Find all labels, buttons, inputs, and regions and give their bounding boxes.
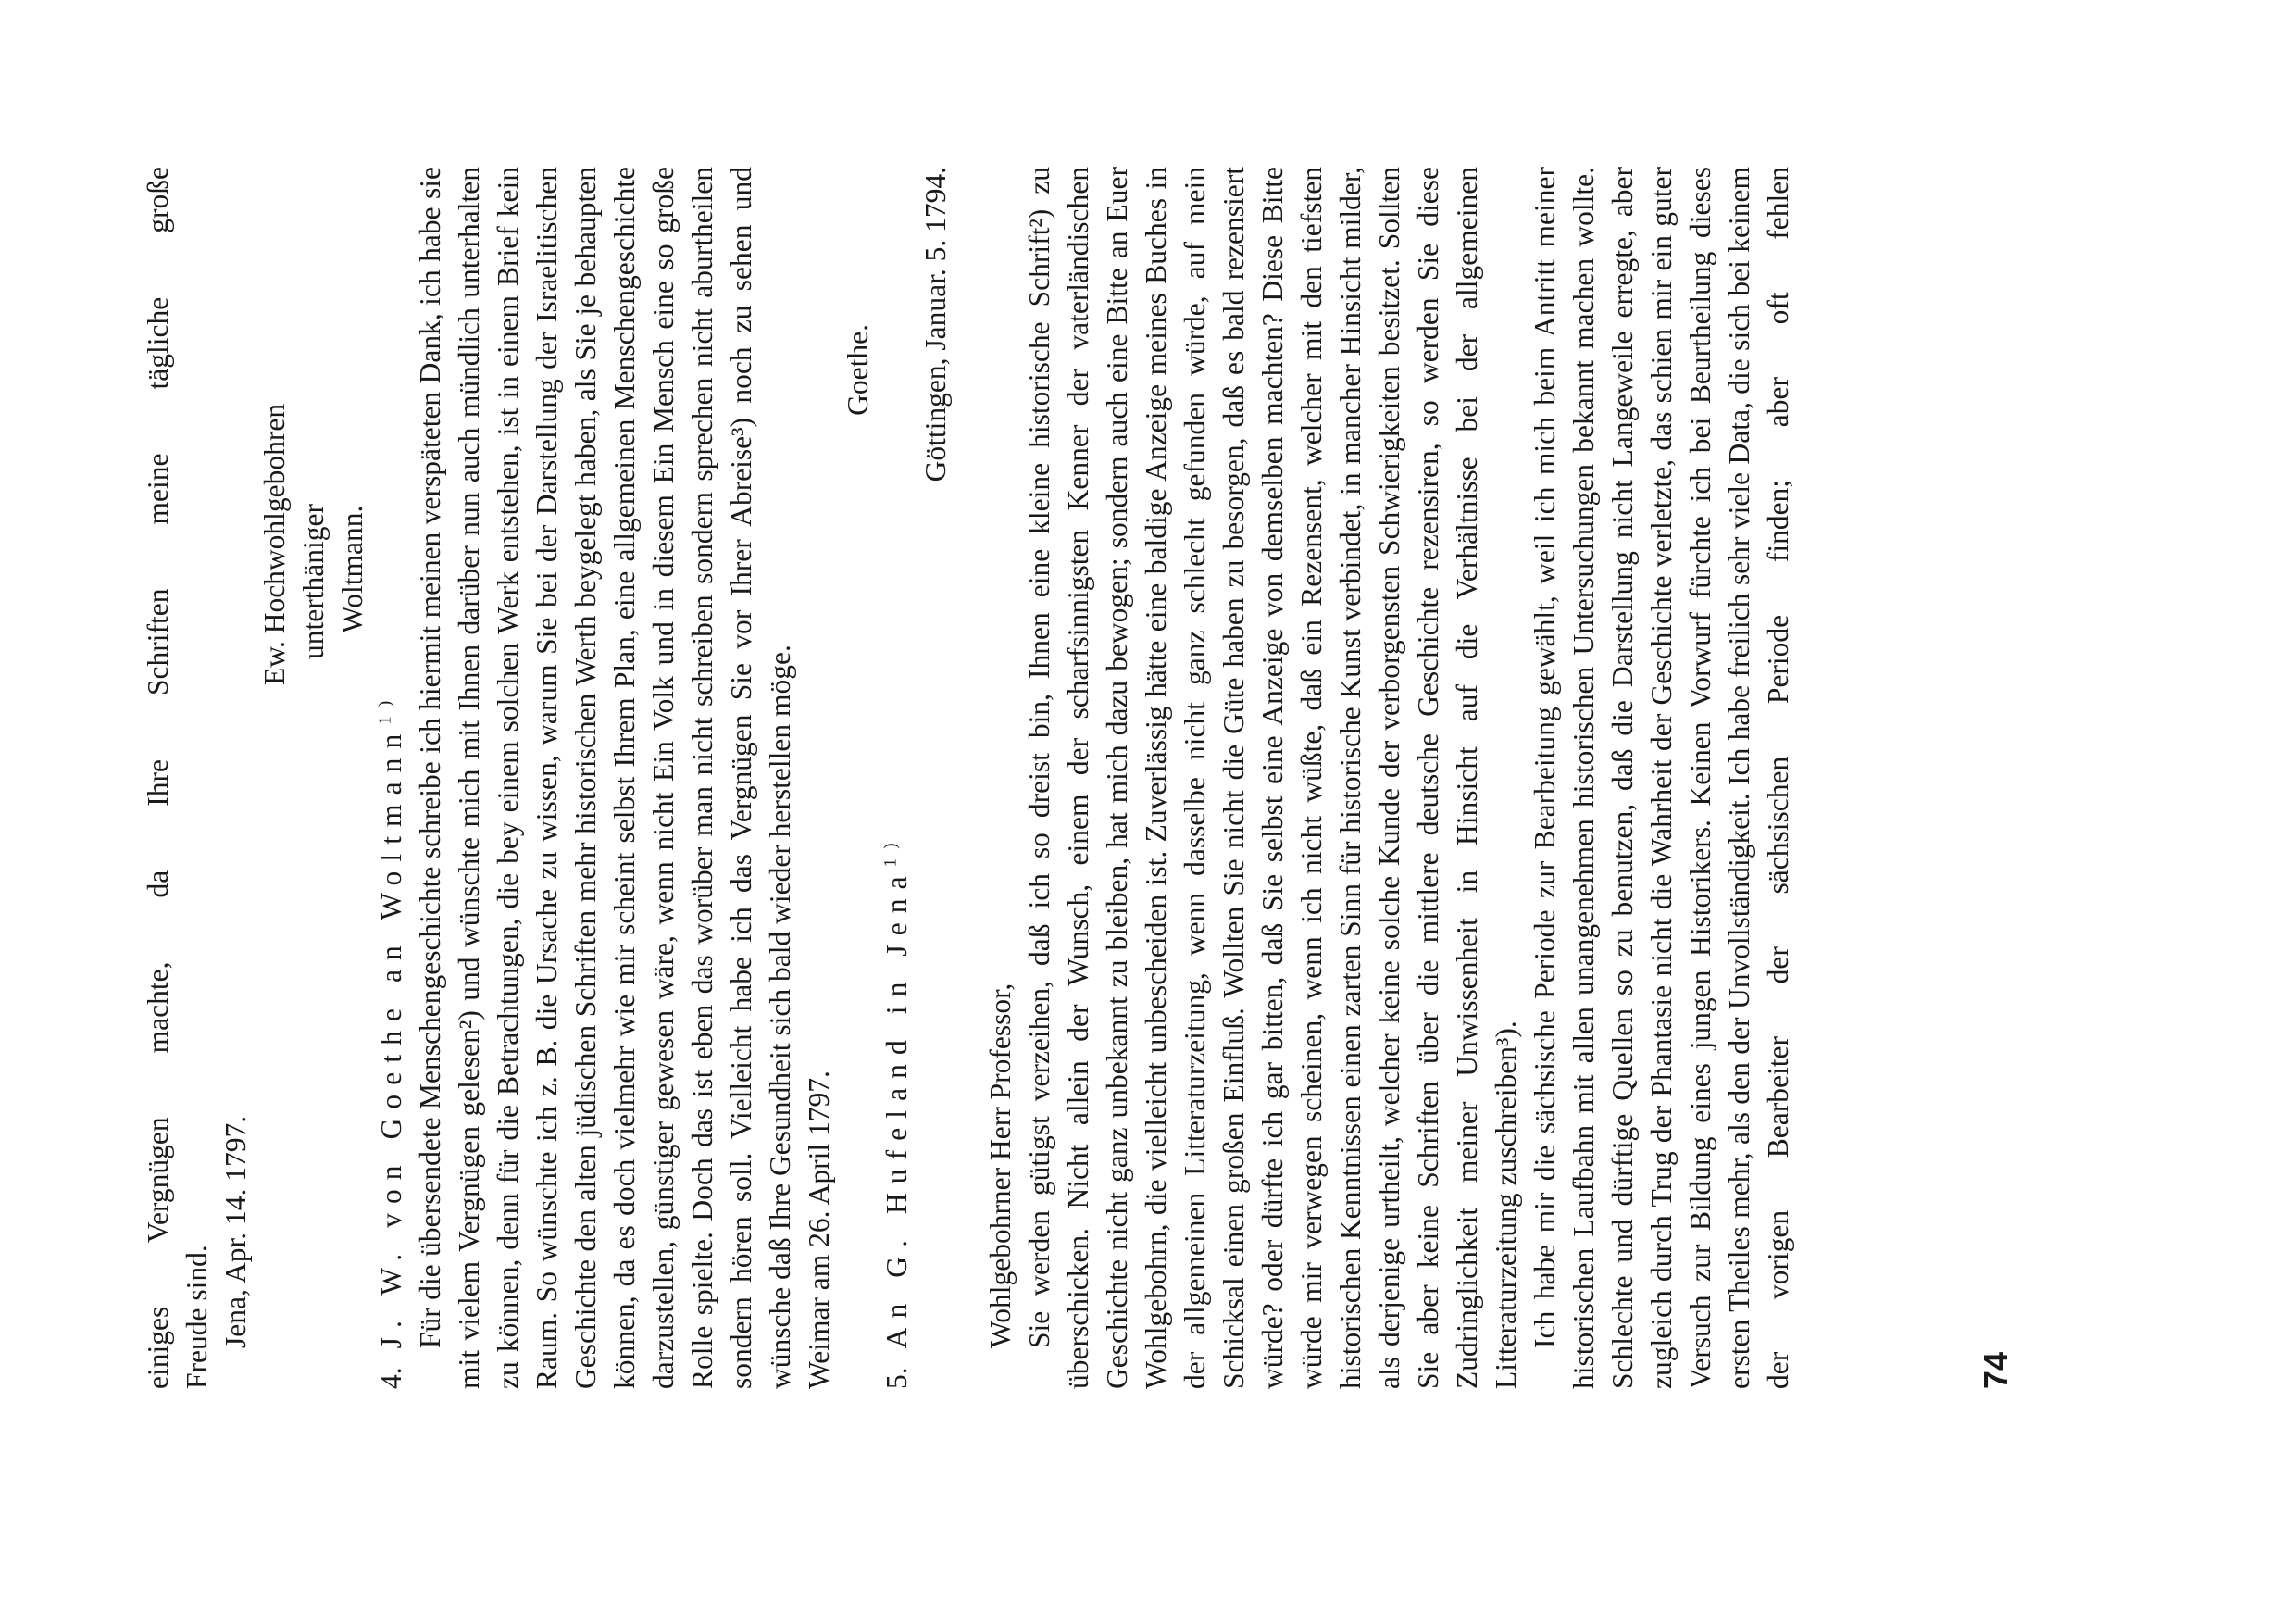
letter5-number: 5. xyxy=(880,1367,913,1389)
letter5-salutation: Wohlgebohrner Herr Professor, xyxy=(984,983,1017,1348)
intro-line: einiges Vergnügen machte, da Ihre Schriften meine tägliche große xyxy=(142,167,174,1389)
intro-place-date: Jena, Apr. 14. 1797. xyxy=(219,1115,252,1348)
letter4-signature: Goethe. xyxy=(842,324,874,416)
page-content xyxy=(139,167,1798,1389)
letter4-title: J. W. von Goethe an Woltmann xyxy=(375,724,407,1349)
letter4-number: 4. xyxy=(375,1367,407,1389)
letter5-place-date: Göttingen, Januar. 5. 1794. xyxy=(919,167,952,482)
intro-line: Freude sind. xyxy=(181,1245,213,1389)
letter4-footnote-ref: 1) xyxy=(375,691,395,725)
letter4-body: Für die übersendete Menschengeschichte schreibe ich hiermit meinen verspäteten Dank, ich habe sie mit vielem Vergnügen gelesen²) und wünschte mich mit Ihnen darüber nun auch mündlich unterhalten zu können, denn für die Betrachtungen, die bey einem solchen Werk entstehen, ist in einem Brief kein Raum. So wünschte ich z. B. die Ursache zu wissen, warum Sie bei der Darstellung der Israelitischen Geschichte den alten jüdischen Schriften mehr historischen Werth beygelegt haben, als Sie je behaupten können, da es doch vielmehr wie mir scheint selbst Ihrem Plan, eine allgemeinen Menschengeschichte darzustellen, günstiger gewesen wäre, wenn nicht Ein Volk und in diesem Ein Mensch eine so große Rolle spielte. Doch das ist eben das worüber man nicht schreiben sondern sprechen nicht aburtheilen sondern hören soll. Vielleicht habe ich das Vergnügen Sie vor Ihrer Abreise³) noch zu sehen und wünsche daß Ihre Gesundheit sich bald wieder herstellen möge. xyxy=(414,167,796,1389)
letter5-paragraph: Ich habe mir die sächsische Periode zur Bearbeitung gewählt, weil ich mich beim Antritt meiner historischen Laufbahn mit allen unangenehmen historischen Untersuchungen bekannt machen wollte. Schlechte und dürftige Quellen so zu benutzen, daß die Darstellung nicht Langeweile erregte, aber zugleich durch Trug der Phantasie nicht die Wahrheit der Geschichte verletzte, das schien mir ein guter Versuch zur Bildung eines jungen Historikers. Keinen Vorwurf fürchte ich bei Beurtheilung dieses ersten Theiles mehr, als den der Unvollständigkeit. Ich habe freilich sehr viele Data, die sich bei keinem der vorigen Bearbeiter der sächsischen Periode finden; aber oft fehlen xyxy=(1529,167,1794,1389)
signature-line: Woltmann. xyxy=(336,505,368,633)
spacer xyxy=(955,167,981,1389)
letter4-place-date: Weimar am 26. April 1797. xyxy=(803,1070,835,1389)
intro-text xyxy=(139,167,217,1389)
letter4-heading xyxy=(372,167,411,1389)
letter5-footnote-ref: 1) xyxy=(880,833,901,868)
signature-line: unterthäniger xyxy=(297,504,330,659)
intro-signature xyxy=(256,167,372,685)
letter5-heading xyxy=(878,167,917,1389)
letter5-paragraph: Sie werden gütigst verzeihen, daß ich so dreist bin, Ihnen eine kleine historische Schrift²) zu überschicken. Nicht allein der Wunsch, einem der scharfsinnigsten Kenner der vaterländischen Geschichte nicht ganz unbekannt zu bleiben, hat mich dazu bewogen; sondern auch eine Bitte an Euer Wohlgebohrn, die vielleicht unbescheiden ist. Zuverlässig hätte eine baldige Anzeige meines Buches in der allgemeinen Litteraturzeitung, wenn dasselbe nicht ganz schlecht gefunden würde, auf mein Schicksal einen großen Einfluß. Wollten Sie nicht die Güte haben zu besorgen, daß es bald rezensiert würde? oder dürfte ich gar bitten, daß Sie selbst eine Anzeige von demselben machten? Diese Bitte würde mir verwegen scheinen, wenn ich nicht wüßte, daß ein Rezensent, welcher mit den tiefsten historischen Kenntnissen einen zarten Sinn für historische Kunst verbindet, in mancher Hinsicht milder, als derjenige urtheilt, welcher keine solche Kunde der verborgensten Schwierigkeiten besitzet. Sollten Sie aber keine Schriften über die mittlere deutsche Geschichte rezensiren, so werden Sie diese Zudringlichkeit meiner Unwissenheit in Hinsicht auf die Verhältnisse bei der allgemeinen Litteraturzeitung zuschreiben³). xyxy=(1023,167,1522,1389)
page-number: 74 xyxy=(1977,1351,2015,1389)
signature-line: Ew. Hochwohlgebohren xyxy=(258,403,291,685)
rotated-page xyxy=(139,0,2277,1389)
letter5-title: An G. Hufeland in Jena xyxy=(880,867,913,1349)
